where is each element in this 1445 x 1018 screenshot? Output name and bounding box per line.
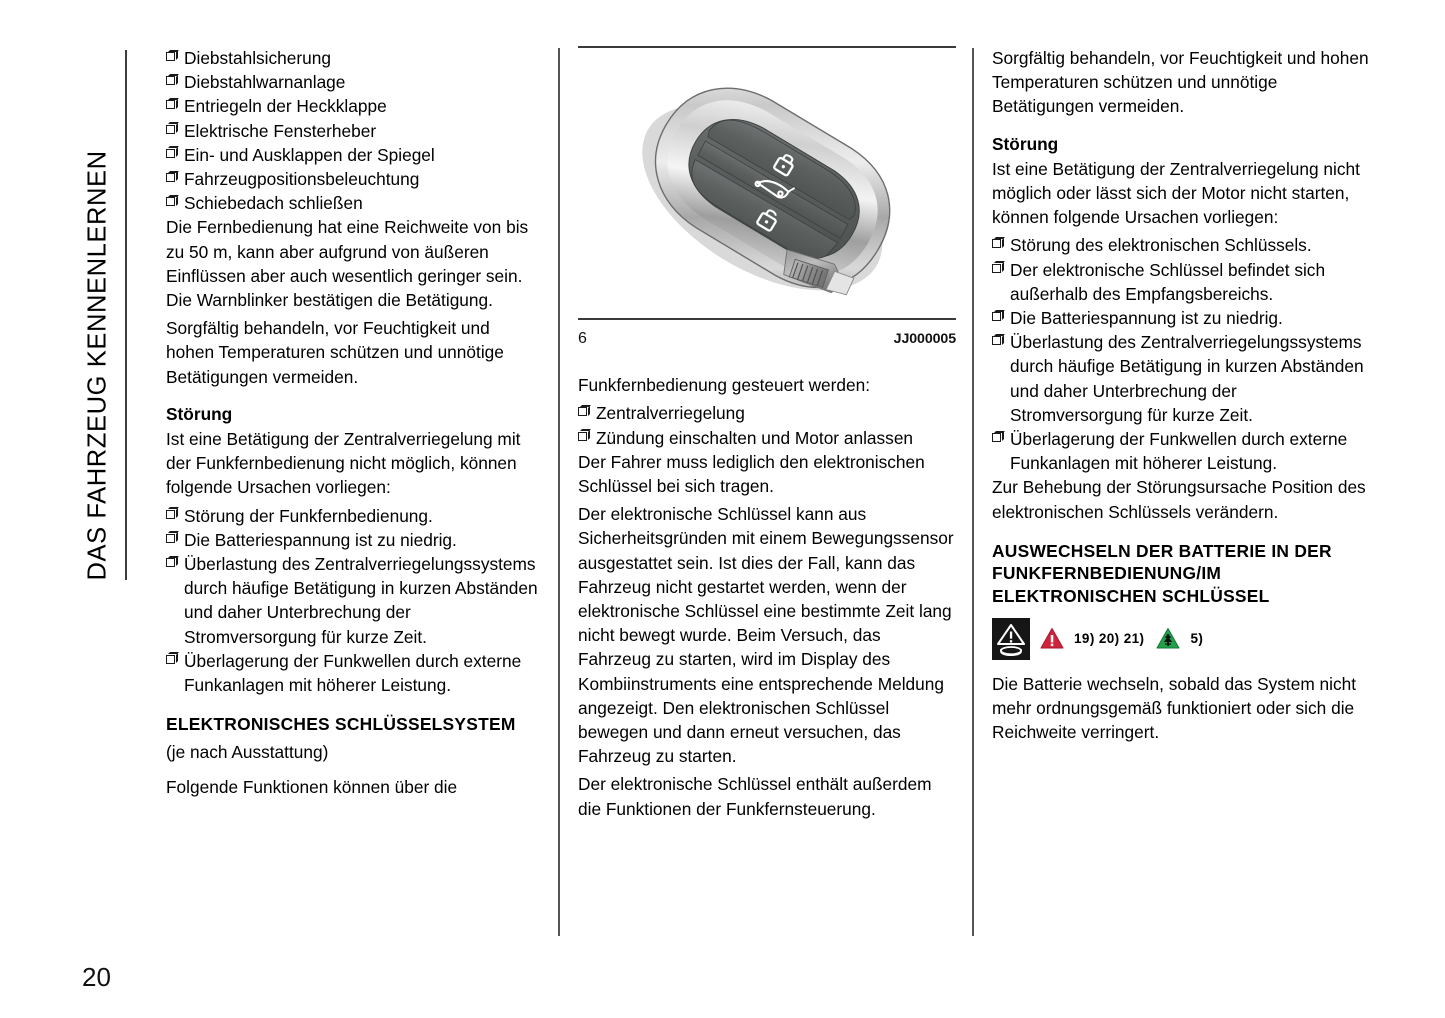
green-environment-glyph: [1155, 626, 1181, 652]
list-item-label: Diebstahlsicherung: [184, 48, 331, 68]
list-item: [166, 649, 542, 697]
column-divider-2: [972, 48, 974, 936]
paragraph-functions-lead: Folgende Funktionen können über die: [166, 777, 458, 798]
paragraph-care: Sorgfältig behandeln, vor Feuchtigkeit und hohen Temperaturen schützen und unnötige Betätigungen vermeiden.: [992, 48, 1369, 117]
green-environment-triangle-icon: [1155, 626, 1181, 652]
paragraph-functions-cont: Funkfernbedienung gesteuert werden:: [578, 375, 871, 396]
key-fob-illustration: [578, 48, 956, 318]
running-head: [62, 40, 134, 580]
list-item-label: Überlastung des Zentralverriegelungssystems durch häufige Betätigung in kurzen Abständen und daher Unterbrechung der Stromversorgung für kurze Zeit.: [1010, 332, 1364, 425]
subheading-stoerung: Störung: [992, 133, 1059, 154]
paragraph-driver: Der Fahrer muss lediglich den elektronischen Schlüssel bei sich tragen.: [578, 451, 925, 497]
list-item: [992, 233, 1370, 257]
list-item-label: Überlagerung der Funkwellen durch externe Funkanlagen mit höherer Leistung.: [1010, 429, 1348, 474]
paragraph-stoerung-intro: Ist eine Betätigung der Zentralverriegelung nicht möglich oder lässt sich der Motor nicht starten, können folgende Ursachen vorliegen:: [992, 158, 1360, 228]
paragraph-motion-sensor: Der elektronische Schlüssel kann aus Sicherheitsgründen mit einem Bewegungssensor ausgestattet sein. Ist dies der Fall, kann das Fahrzeug nicht gestartet werden, wenn der elektronische Schlüssel eine bestimmte Zeit lang nicht bewegt wurde. Beim Versuch, das Fahrzeug zu starten, wird im Display des Kombiinstruments eine entsprechende Meldung angezeigt. Den elektronischen Schlüssel bewegen und dann erneut versuchen, das Fahrzeug zu starten.: [578, 504, 954, 767]
list-item: [992, 330, 1370, 427]
figure-code: JJ000005: [893, 331, 956, 347]
paragraph-stoerung-intro: Ist eine Betätigung der Zentralverriegelung mit der Funkfernbedienung nicht möglich, können folgende Ursachen vorliegen:: [166, 429, 521, 498]
bullet-square-icon: [166, 76, 175, 85]
list-item-label: Störung der Funkfernbedienung.: [184, 505, 433, 526]
list-item: [166, 528, 542, 552]
subheading-stoerung: Störung: [166, 403, 233, 424]
list-item-label: Die Batteriespannung ist zu niedrig.: [184, 529, 457, 550]
paragraph-range: Die Fernbedienung hat eine Reichweite von bis zu 50 m, kann aber aufgrund von äußeren Einflüssen aber auch wesentlich geringer sein. Die Warnblinker bestätigen die Betätigung.: [166, 217, 529, 311]
warning-icon-row: [992, 617, 1370, 661]
list-item: [166, 191, 542, 215]
list-item: [166, 94, 542, 118]
figure-caption: [578, 327, 956, 351]
list-item-label: Schiebedach schließen: [184, 193, 363, 214]
list-item: [992, 306, 1370, 330]
list-item-label: Fahrzeugpositionsbeleuchtung: [184, 169, 420, 190]
list-item: [166, 46, 542, 70]
list-item: [166, 143, 542, 167]
list-item: [166, 504, 542, 528]
bullet-square-icon: [166, 100, 175, 109]
paragraph-replace: Die Batterie wechseln, sobald das System nicht mehr ordnungsgemäß funktioniert oder sich die Reichweite verringert.: [992, 673, 1357, 743]
paragraph-care: Sorgfältig behandeln, vor Feuchtigkeit und hohen Temperaturen schützen und unnötige Betätigungen vermeiden.: [166, 318, 504, 387]
battery-warning-glyph: [996, 622, 1026, 656]
red-warning-triangle-icon: [1039, 626, 1065, 652]
list-item-label: Zündung einschalten und Motor anlassen: [596, 427, 914, 448]
battery-warning-icon: [992, 618, 1030, 660]
figure-number: 6: [578, 330, 587, 347]
list-item-label: Überlagerung der Funkwellen durch externe Funkanlagen mit höherer Leistung.: [184, 650, 522, 696]
list-item-label: Störung des elektronischen Schlüssels.: [1010, 235, 1312, 256]
list-item: [578, 401, 956, 425]
bullet-square-icon: [166, 510, 175, 519]
list-item-label: Zentralverriegelung: [596, 403, 745, 424]
list-item-label: Diebstahlwarnanlage: [184, 72, 346, 93]
bullet-square-icon: [166, 173, 175, 182]
running-head-text: DAS FAHRZEUG KENNENLERNEN: [83, 150, 112, 581]
bullet-square-icon: [992, 312, 1001, 321]
list-item-label: Ein- und Ausklappen der Spiegel: [184, 144, 435, 165]
list-item-label: Entriegeln der Heckklappe: [184, 96, 387, 117]
bullet-square-icon: [166, 52, 175, 61]
column-1: [166, 46, 542, 803]
list-item: [578, 426, 956, 450]
bullet-square-icon: [166, 558, 175, 567]
running-head-rule: [125, 50, 127, 580]
column-divider-1: [558, 48, 560, 936]
list-item-label: Überlastung des Zentralverriegelungssystems durch häufige Betätigung in kurzen Abständen und daher Unterbrechung der Stromversorgung für kurze Zeit.: [184, 554, 538, 647]
paragraph-equipment: (je nach Ausstattung): [166, 741, 329, 762]
column-2: [578, 46, 956, 825]
list-item: [992, 427, 1370, 475]
figure-key-fob: [578, 48, 956, 318]
list-item: [166, 167, 542, 191]
bullet-square-icon: [166, 655, 175, 664]
list-item: [166, 70, 542, 94]
paragraph-remote-functions: Der elektronische Schlüssel enthält außerdem die Funktionen der Funkfernsteuerung.: [578, 774, 932, 819]
bullet-square-icon: [992, 239, 1001, 248]
list-item: [166, 552, 542, 649]
list-item: [992, 258, 1370, 306]
reference-numbers: 19) 20) 21): [1074, 630, 1145, 646]
heading-key-system: ELEKTRONISCHES SCHLÜSSELSYSTEM: [166, 714, 516, 735]
page-number: 20: [82, 962, 111, 992]
bullet-square-icon: [992, 264, 1001, 273]
list-item-label: Elektrische Fensterheber: [184, 120, 377, 141]
bullet-square-icon: [578, 432, 587, 441]
bullet-square-icon: [992, 336, 1001, 345]
list-item-label: Die Batteriespannung ist zu niedrig.: [1010, 308, 1283, 329]
figure-rule-bottom: [578, 318, 956, 320]
bullet-square-icon: [166, 197, 175, 206]
bullet-square-icon: [578, 407, 587, 416]
list-item-label: Der elektronische Schlüssel befindet sich außerhalb des Empfangsbereichs.: [1010, 259, 1326, 304]
heading-battery-replacement: AUSWECHSELN DER BATTERIE IN DER FUNKFERNBEDIENUNG/IM ELEKTRONISCHEN SCHLÜSSEL: [992, 540, 1332, 607]
paragraph-remedy: Zur Behebung der Störungsursache Position des elektronischen Schlüssels verändern.: [992, 477, 1366, 522]
bullet-square-icon: [166, 534, 175, 543]
bullet-square-icon: [166, 125, 175, 134]
red-warning-glyph: [1039, 626, 1065, 652]
reference-numbers-2: 5): [1190, 630, 1204, 646]
bullet-square-icon: [166, 149, 175, 158]
bullet-square-icon: [992, 433, 1001, 442]
column-3: [992, 46, 1370, 748]
list-item: [166, 119, 542, 143]
